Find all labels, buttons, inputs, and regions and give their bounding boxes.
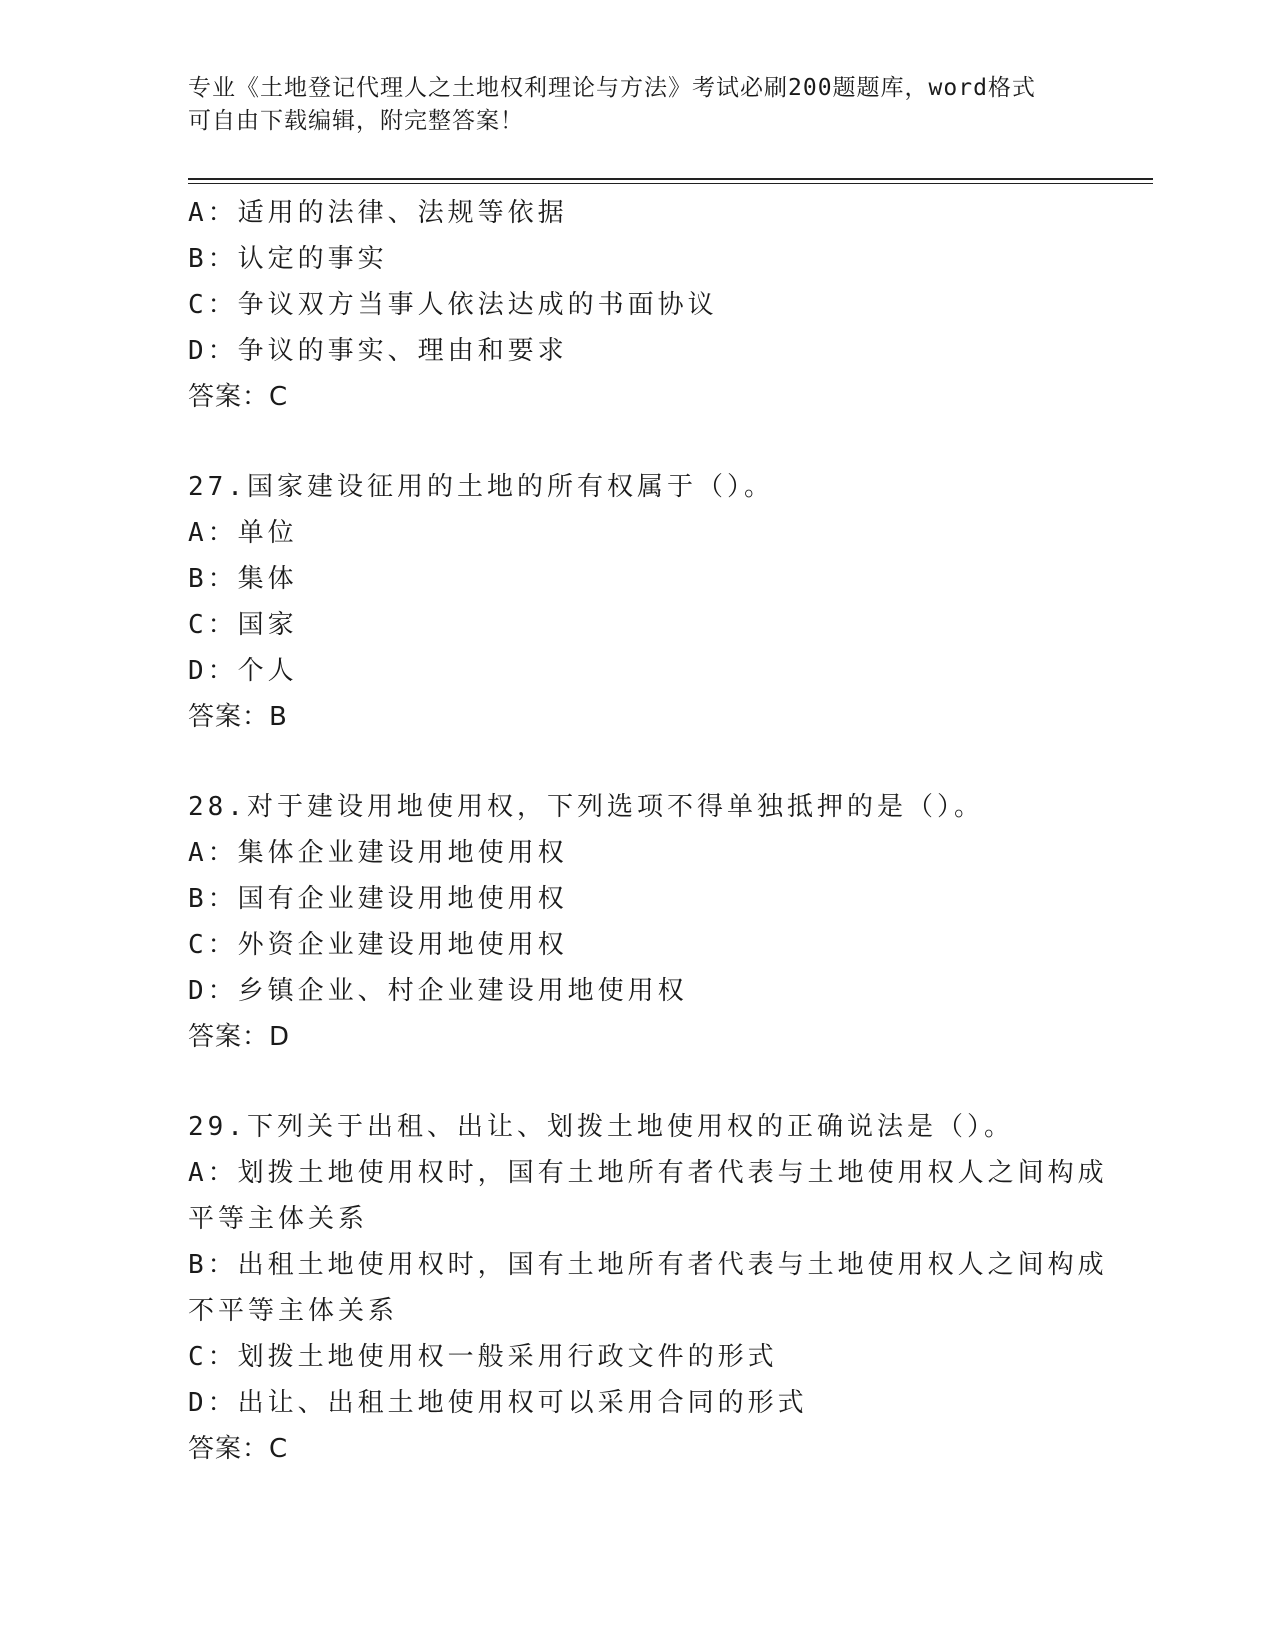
question-stem: 29.下列关于出租、出让、划拨土地使用权的正确说法是（）。 bbox=[188, 1112, 1014, 1142]
document-header bbox=[188, 72, 1088, 138]
spacer bbox=[188, 740, 1088, 784]
question-26-block bbox=[188, 190, 1088, 420]
option-c: C：国家 bbox=[188, 610, 298, 640]
answer-line: 答案：C bbox=[188, 382, 289, 412]
option-d: D：出让、出租土地使用权可以采用合同的形式 bbox=[188, 1388, 808, 1418]
option-b-line-2: 不平等主体关系 bbox=[188, 1296, 399, 1326]
spacer bbox=[188, 420, 1088, 464]
question-29-block bbox=[188, 1104, 1108, 1472]
option-a: A：单位 bbox=[188, 518, 298, 548]
header-title-line-1: 专业《土地登记代理人之土地权利理论与方法》考试必刷200题题库，word格式 bbox=[188, 75, 1036, 101]
question-28-block bbox=[188, 784, 1088, 1060]
header-divider-thick bbox=[188, 178, 1153, 180]
option-a: A：适用的法律、法规等依据 bbox=[188, 198, 568, 228]
question-stem: 27.国家建设征用的土地的所有权属于（）。 bbox=[188, 472, 774, 502]
option-b-line-1: B：出租土地使用权时，国有土地所有者代表与土地使用权人之间构成 bbox=[188, 1250, 1108, 1280]
option-b: B：集体 bbox=[188, 564, 298, 594]
option-b: B：认定的事实 bbox=[188, 244, 388, 274]
option-b: B：国有企业建设用地使用权 bbox=[188, 884, 568, 914]
option-d: D：个人 bbox=[188, 656, 298, 686]
question-27-block bbox=[188, 464, 1088, 740]
question-stem: 28.对于建设用地使用权，下列选项不得单独抵押的是（）。 bbox=[188, 792, 984, 822]
option-a-line-1: A：划拨土地使用权时，国有土地所有者代表与土地使用权人之间构成 bbox=[188, 1158, 1108, 1188]
answer-line: 答案：B bbox=[188, 702, 288, 732]
spacer bbox=[188, 1060, 1088, 1104]
option-a-line-2: 平等主体关系 bbox=[188, 1204, 369, 1234]
header-divider-thin bbox=[188, 183, 1153, 184]
option-a: A：集体企业建设用地使用权 bbox=[188, 838, 568, 868]
option-d: D：争议的事实、理由和要求 bbox=[188, 336, 568, 366]
answer-line: 答案：D bbox=[188, 1022, 291, 1052]
option-d: D：乡镇企业、村企业建设用地使用权 bbox=[188, 976, 688, 1006]
question-content bbox=[188, 190, 1108, 1472]
option-c: C：外资企业建设用地使用权 bbox=[188, 930, 568, 960]
header-title-line-2: 可自由下载编辑，附完整答案！ bbox=[188, 108, 524, 134]
option-c: C：划拨土地使用权一般采用行政文件的形式 bbox=[188, 1342, 778, 1372]
option-c: C：争议双方当事人依法达成的书面协议 bbox=[188, 290, 718, 320]
answer-line: 答案：C bbox=[188, 1434, 289, 1464]
